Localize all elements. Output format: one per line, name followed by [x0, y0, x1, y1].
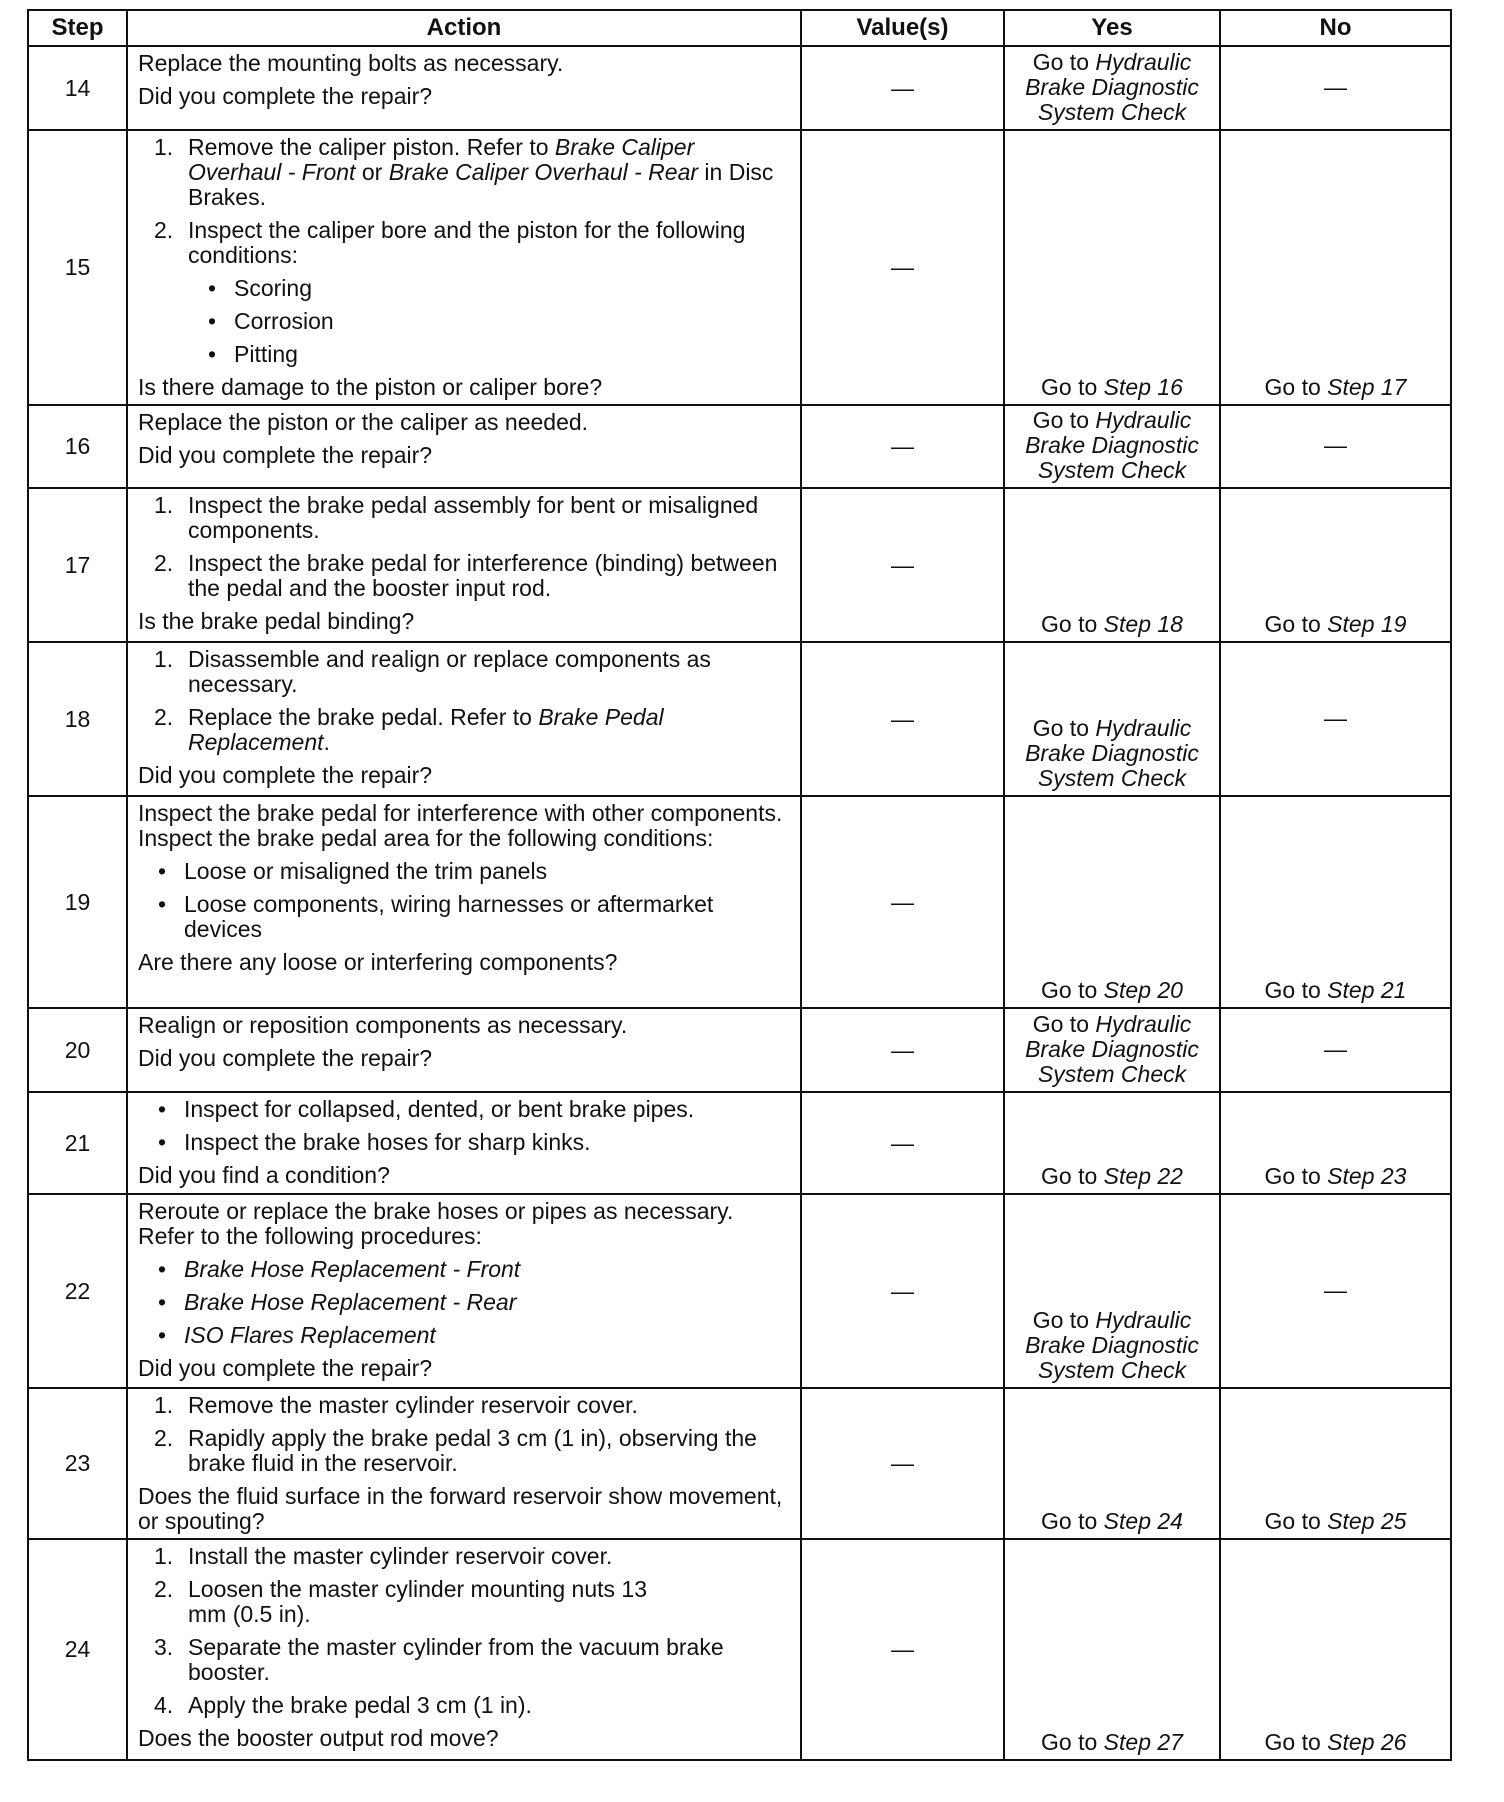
ref-caliper-front[interactable]: Brake Caliper Overhaul - Front [188, 134, 695, 185]
item-number: 1. [154, 646, 174, 672]
numbered-item [154, 1693, 790, 1718]
no-cell: — [1220, 642, 1451, 796]
item-text-part: in Disc Brakes. [188, 159, 774, 210]
step-number: 24 [28, 1539, 127, 1760]
action-text: Inspect the brake pedal for interference with other components. Inspect the brake pedal area for the following conditions: [138, 800, 783, 851]
link-brake-diagnostic[interactable]: Brake Diagnostic [1025, 73, 1199, 100]
link-system-check[interactable]: System Check [1037, 765, 1187, 791]
header-no: No [1220, 10, 1451, 46]
table-row [28, 488, 1451, 642]
value-cell: — [801, 1194, 1004, 1388]
link-system-check[interactable]: System Check [1037, 1060, 1187, 1087]
numbered-item [154, 493, 790, 543]
item-number: 2. [154, 1576, 174, 1602]
item-text-part: Replace the brake pedal. Refer to [188, 704, 539, 730]
step-number: 16 [28, 405, 127, 488]
bullet-item [158, 1097, 790, 1122]
diagnostic-table-page [27, 9, 1450, 1761]
bullet-item [158, 859, 790, 884]
ref-brake-pedal-replacement[interactable]: Brake Pedal Replacement [188, 704, 664, 755]
header-action: Action [127, 10, 801, 46]
header-step: Step [28, 10, 127, 46]
item-text: Separate the master cylinder from the vacuum brake booster. [188, 1634, 724, 1685]
link-step[interactable]: Step 26 [1327, 1729, 1407, 1755]
item-number: 2. [154, 704, 174, 730]
bullet-item [158, 1323, 790, 1348]
step-number: 17 [28, 488, 127, 642]
goto-text: Go to [1264, 374, 1321, 400]
bullet-text: Loose components, wiring harnesses or aftermarket devices [184, 891, 714, 942]
bullet-icon: • [158, 1256, 167, 1282]
bullet-icon: • [208, 341, 217, 367]
link-brake-diagnostic[interactable]: Brake Diagnostic [1025, 1332, 1199, 1358]
step-number: 20 [28, 1008, 127, 1092]
table-row [28, 796, 1451, 1008]
table-row [28, 130, 1451, 405]
numbered-item [154, 135, 790, 210]
link-brake-diagnostic[interactable]: Brake Diagnostic [1025, 1035, 1199, 1062]
no-cell [1220, 796, 1451, 1008]
action-text: Replace the mounting bolts as necessary. [138, 50, 564, 76]
yes-cell [1004, 642, 1220, 796]
yes-cell [1004, 405, 1220, 488]
bullet-item [158, 1130, 790, 1155]
goto-text: Go to [1032, 1307, 1089, 1333]
bullet-text: Inspect the brake hoses for sharp kinks. [184, 1129, 591, 1155]
ref-hose-rear[interactable]: Brake Hose Replacement - Rear [184, 1289, 517, 1315]
value-cell: — [801, 1388, 1004, 1539]
value-cell: — [801, 1092, 1004, 1194]
link-step[interactable]: Step 17 [1327, 374, 1407, 400]
bullet-icon: • [158, 1129, 167, 1155]
bullet-text: Pitting [234, 341, 298, 367]
yes-cell [1004, 1194, 1220, 1388]
item-text: Inspect the brake pedal for interference (binding) between the pedal and the booster input rod. [188, 550, 778, 601]
link-step[interactable]: Step 25 [1327, 1508, 1407, 1534]
ref-hose-front[interactable]: Brake Hose Replacement - Front [184, 1256, 521, 1282]
value-cell: — [801, 46, 1004, 130]
link-system-check[interactable]: System Check [1037, 98, 1187, 125]
link-hydraulic[interactable]: Hydraulic [1095, 48, 1192, 75]
link-hydraulic[interactable]: Hydraulic [1095, 407, 1192, 433]
action-question: Does the fluid surface in the forward reservoir show movement, or spouting? [138, 1483, 783, 1534]
action-cell [127, 488, 801, 642]
item-text [188, 135, 790, 210]
action-cell [127, 642, 801, 796]
item-number: 1. [154, 1392, 174, 1418]
step-number: 21 [28, 1092, 127, 1194]
value-cell: — [801, 130, 1004, 405]
goto-text: Go to [1041, 611, 1098, 637]
header-values: Value(s) [801, 10, 1004, 46]
table-row [28, 405, 1451, 488]
action-cell [127, 796, 801, 1008]
bullet-icon: • [158, 1096, 167, 1122]
yes-cell [1004, 46, 1220, 130]
link-step[interactable]: Step 20 [1103, 977, 1183, 1003]
numbered-item [154, 1635, 790, 1685]
item-text: Inspect the brake pedal assembly for bent or misaligned components. [188, 492, 759, 543]
goto-text: Go to [1032, 48, 1089, 75]
action-question: Are there any loose or interfering components? [138, 949, 618, 975]
numbered-item [154, 705, 790, 755]
goto-text: Go to [1032, 715, 1089, 741]
action-question: Did you complete the repair? [138, 442, 433, 468]
item-number: 1. [154, 134, 174, 160]
action-text: Reroute or replace the brake hoses or pipes as necessary. Refer to the following procedures: [138, 1198, 734, 1249]
numbered-item [154, 647, 790, 697]
bullet-item [158, 892, 790, 942]
no-cell [1220, 1539, 1451, 1760]
item-text: Install the master cylinder reservoir cover. [188, 1543, 613, 1569]
item-text-part: Remove the caliper piston. Refer to [188, 134, 555, 160]
item-number: 3. [154, 1634, 174, 1660]
action-question: Did you complete the repair? [138, 1355, 433, 1381]
numbered-item [154, 218, 790, 268]
step-number: 22 [28, 1194, 127, 1388]
ref-iso-flares[interactable]: ISO Flares Replacement [184, 1322, 436, 1348]
bullet-text: Loose or misaligned the trim panels [184, 858, 548, 884]
value-cell: — [801, 796, 1004, 1008]
goto-text: Go to [1264, 1163, 1321, 1189]
goto-text: Go to [1264, 1508, 1321, 1534]
bullet-text: Scoring [234, 275, 312, 301]
action-question: Is the brake pedal binding? [138, 608, 415, 634]
no-cell [1220, 1092, 1451, 1194]
item-text: Remove the master cylinder reservoir cover. [188, 1392, 638, 1418]
action-cell [127, 405, 801, 488]
header-row [28, 10, 1451, 46]
item-text: Rapidly apply the brake pedal 3 cm (1 in), observing the brake fluid in the reservoir. [188, 1425, 757, 1476]
yes-cell [1004, 1008, 1220, 1092]
numbered-item [154, 551, 790, 601]
action-cell [127, 1092, 801, 1194]
goto-text: Go to [1041, 977, 1098, 1003]
link-hydraulic[interactable]: Hydraulic [1095, 1307, 1192, 1333]
link-step[interactable]: Step 24 [1103, 1508, 1183, 1534]
no-cell: — [1220, 1194, 1451, 1388]
goto-text: Go to [1264, 611, 1321, 637]
value-cell: — [801, 642, 1004, 796]
table-row [28, 1008, 1451, 1092]
table-row [28, 1388, 1451, 1539]
item-number: 2. [154, 217, 174, 243]
action-cell [127, 1388, 801, 1539]
item-text [188, 705, 790, 755]
link-brake-diagnostic[interactable]: Brake Diagnostic [1025, 432, 1199, 458]
action-question: Is there damage to the piston or caliper bore? [138, 374, 603, 400]
bullet-icon: • [158, 891, 167, 917]
numbered-item [154, 1577, 790, 1627]
goto-text: Go to [1264, 977, 1321, 1003]
bullet-item [158, 1290, 790, 1315]
item-number: 2. [154, 1425, 174, 1451]
no-cell [1220, 1388, 1451, 1539]
table-row [28, 46, 1451, 130]
item-number: 1. [154, 1543, 174, 1569]
goto-text: Go to [1032, 407, 1089, 433]
link-step[interactable]: Step 22 [1103, 1163, 1183, 1189]
table-row [28, 1194, 1451, 1388]
item-number: 1. [154, 492, 174, 518]
goto-text: Go to [1264, 1729, 1321, 1755]
bullet-item [208, 276, 790, 301]
action-cell [127, 46, 801, 130]
item-number: 4. [154, 1692, 174, 1718]
item-text-part: . [323, 729, 330, 755]
link-step[interactable]: Step 23 [1327, 1163, 1407, 1189]
bullet-icon: • [158, 1289, 167, 1315]
action-text: Replace the piston or the caliper as needed. [138, 409, 589, 435]
no-cell: — [1220, 46, 1451, 130]
link-system-check[interactable]: System Check [1037, 457, 1187, 483]
value-cell: — [801, 488, 1004, 642]
link-step[interactable]: Step 19 [1327, 611, 1407, 637]
yes-cell [1004, 796, 1220, 1008]
step-number: 14 [28, 46, 127, 130]
link-step[interactable]: Step 16 [1103, 374, 1183, 400]
link-hydraulic[interactable]: Hydraulic [1095, 715, 1192, 741]
numbered-item [154, 1544, 790, 1569]
action-cell [127, 1194, 801, 1388]
yes-cell [1004, 488, 1220, 642]
item-number: 2. [154, 550, 174, 576]
no-cell: — [1220, 1008, 1451, 1092]
value-cell: — [801, 1539, 1004, 1760]
item-text: Disassemble and realign or replace components as necessary. [188, 646, 711, 697]
no-cell [1220, 130, 1451, 405]
action-cell [127, 1008, 801, 1092]
link-brake-diagnostic[interactable]: Brake Diagnostic [1025, 740, 1199, 766]
step-number: 15 [28, 130, 127, 405]
value-cell: — [801, 405, 1004, 488]
bullet-icon: • [158, 1322, 167, 1348]
link-step[interactable]: Step 27 [1103, 1729, 1183, 1755]
goto-text: Go to [1041, 1729, 1098, 1755]
no-cell: — [1220, 405, 1451, 488]
bullet-item [208, 342, 790, 367]
item-text: Apply the brake pedal 3 cm (1 in). [188, 1692, 532, 1718]
link-hydraulic[interactable]: Hydraulic [1095, 1010, 1192, 1037]
item-text: Inspect the caliper bore and the piston for the following conditions: [188, 217, 746, 268]
goto-text: Go to [1041, 374, 1098, 400]
action-cell [127, 130, 801, 405]
bullet-item [208, 309, 790, 334]
link-step[interactable]: Step 18 [1103, 611, 1183, 637]
yes-cell [1004, 1388, 1220, 1539]
bullet-icon: • [208, 308, 217, 334]
link-system-check[interactable]: System Check [1037, 1357, 1187, 1383]
table-row [28, 1092, 1451, 1194]
yes-cell [1004, 130, 1220, 405]
step-number: 18 [28, 642, 127, 796]
no-cell [1220, 488, 1451, 642]
numbered-item [154, 1426, 790, 1476]
bullet-icon: • [208, 275, 217, 301]
table-row [28, 642, 1451, 796]
action-text: Realign or reposition components as necessary. [138, 1012, 628, 1038]
goto-text: Go to [1041, 1508, 1098, 1534]
table-row [28, 1539, 1451, 1760]
bullet-text: Inspect for collapsed, dented, or bent brake pipes. [184, 1096, 695, 1122]
yes-cell [1004, 1539, 1220, 1760]
action-question: Did you complete the repair? [138, 83, 433, 109]
action-cell [127, 1539, 801, 1760]
item-text: Loosen the master cylinder mounting nuts 13 mm (0.5 in). [188, 1576, 647, 1627]
item-text-part: or [355, 159, 389, 185]
action-question: Does the booster output rod move? [138, 1725, 499, 1751]
bullet-text: Corrosion [234, 308, 334, 334]
header-yes: Yes [1004, 10, 1220, 46]
goto-text: Go to [1041, 1163, 1098, 1189]
link-step[interactable]: Step 21 [1327, 977, 1407, 1003]
numbered-item [154, 1393, 790, 1418]
goto-text: Go to [1032, 1010, 1089, 1037]
value-cell: — [801, 1008, 1004, 1092]
step-number: 19 [28, 796, 127, 1008]
step-number: 23 [28, 1388, 127, 1539]
action-question: Did you find a condition? [138, 1162, 390, 1188]
yes-cell [1004, 1092, 1220, 1194]
action-question: Did you complete the repair? [138, 1045, 433, 1071]
action-question: Did you complete the repair? [138, 762, 433, 788]
ref-caliper-rear[interactable]: Brake Caliper Overhaul - Rear [388, 159, 699, 185]
bullet-item [158, 1257, 790, 1282]
diagnostic-table [27, 9, 1452, 1761]
bullet-icon: • [158, 858, 167, 884]
